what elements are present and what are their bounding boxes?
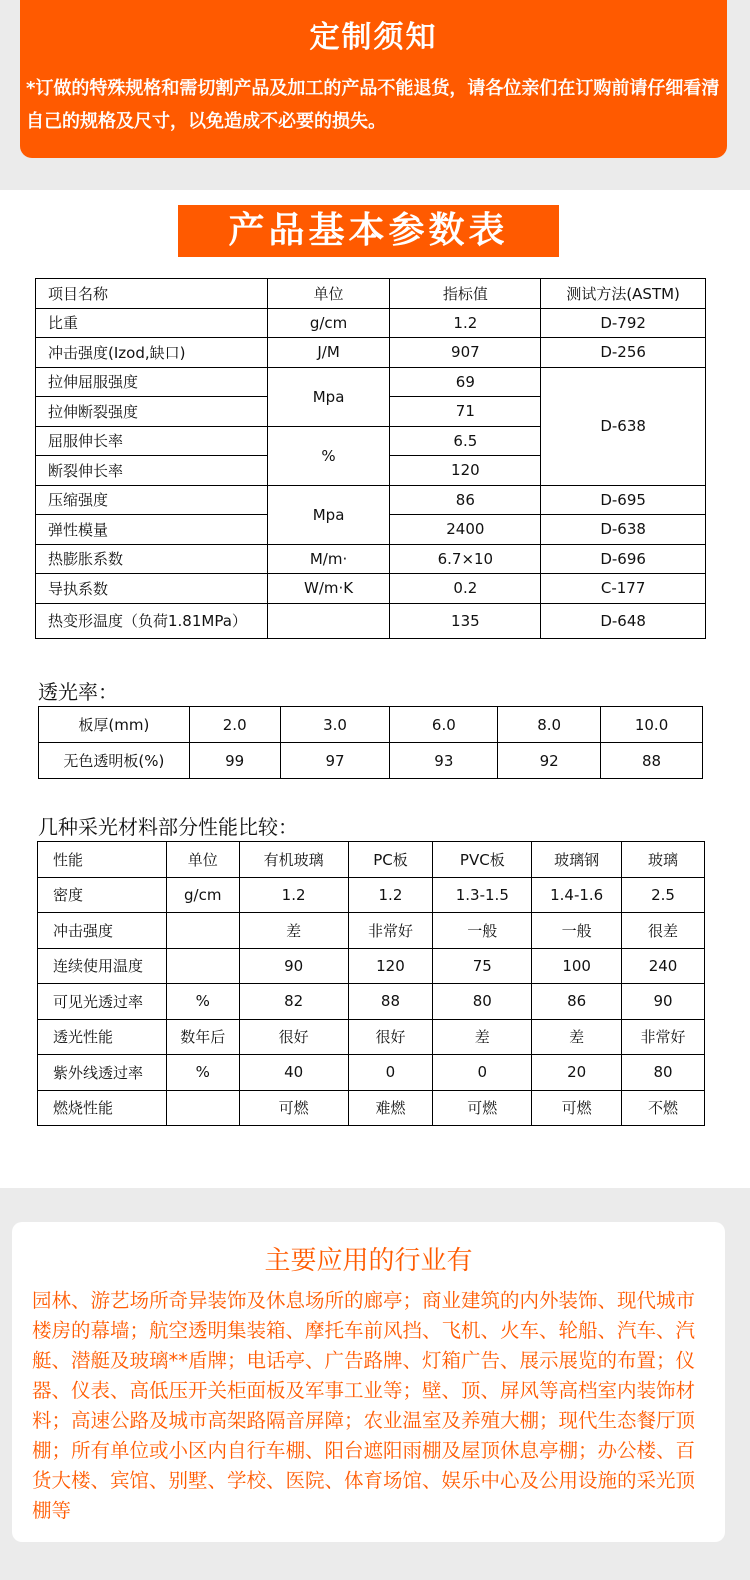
- param-name: 屈服伸长率: [36, 426, 268, 456]
- header-cell: 指标值: [390, 279, 541, 309]
- value-cell: 难燃: [348, 1090, 433, 1126]
- unit-cell: [166, 948, 239, 984]
- property-cell: 连续使用温度: [38, 948, 167, 984]
- table-row: [36, 308, 706, 338]
- value-cell: 97: [280, 743, 390, 779]
- header-cell: PC板: [348, 842, 433, 878]
- compare-table: [37, 841, 705, 1126]
- unit-cell: [166, 1090, 239, 1126]
- value-cell: 很差: [622, 913, 705, 949]
- thickness-cell: 10.0: [601, 707, 703, 743]
- header-cell: 测试方法(ASTM): [541, 279, 706, 309]
- value-cell: 非常好: [348, 913, 433, 949]
- value-cell: 82: [239, 984, 348, 1020]
- param-value: 69: [390, 367, 541, 397]
- param-unit: Mpa: [267, 367, 390, 426]
- notice-title: 定制须知: [309, 20, 438, 55]
- param-value: 1.2: [390, 308, 541, 338]
- param-name: 导执系数: [36, 574, 268, 604]
- param-name: 热变形温度（负荷1.81MPa）: [36, 603, 268, 638]
- value-cell: 差: [433, 1019, 532, 1055]
- value-cell: 可燃: [433, 1090, 532, 1126]
- value-cell: 可燃: [239, 1090, 348, 1126]
- param-unit: %: [267, 426, 390, 485]
- applications-text: 园林、游艺场所奇异装饰及休息场所的廊亭；商业建筑的内外装饰、现代城市楼房的幕墙；航空透明集装箱、摩托车前风挡、飞机、火车、轮船、汽车、汽艇、潜艇及玻璃**盾牌；电话亭、广告路牌、灯箱广告、展示展览的布置；仪器、仪表、高低压开关柜面板及军事工业等；壁、顶、屏风等高档室内装饰材料；高速公路及城市高架路隔音屏障；农业温室及养殖大棚；现代生态餐厅顶棚；所有单位或小区内自行车棚、阳台遮阳雨棚及屋顶休息亭棚；办公楼、百货大楼、宾馆、别墅、学校、医院、体育场馆、娱乐中心及公用设施的采光顶棚等: [32, 1289, 696, 1522]
- table-row: [36, 338, 706, 368]
- value-cell: 93: [390, 743, 498, 779]
- param-value: 907: [390, 338, 541, 368]
- applications-card: [12, 1222, 725, 1542]
- unit-cell: g/cm: [166, 877, 239, 913]
- param-value: 6.7×10: [390, 544, 541, 574]
- row-label: 无色透明板(%): [39, 743, 190, 779]
- property-cell: 透光性能: [38, 1019, 167, 1055]
- header-cell: 单位: [166, 842, 239, 878]
- applications-title: 主要应用的行业有: [264, 1246, 473, 1276]
- value-cell: 80: [433, 984, 532, 1020]
- unit-cell: 数年后: [166, 1019, 239, 1055]
- param-method: D-792: [541, 308, 706, 338]
- param-method: D-256: [541, 338, 706, 368]
- notice-text: *订做的特殊规格和需切割产品及加工的产品不能退货，请各位亲们在订购前请仔细看清自己的规格及尺寸，以免造成不必要的损失。: [26, 78, 720, 132]
- value-cell: 80: [622, 1055, 705, 1091]
- value-cell: 非常好: [622, 1019, 705, 1055]
- header-cell: 性能: [38, 842, 167, 878]
- param-method: C-177: [541, 574, 706, 604]
- custom-notice-banner: [20, 0, 727, 158]
- value-cell: 1.3-1.5: [433, 877, 532, 913]
- table-row: [38, 913, 705, 949]
- value-cell: 92: [498, 743, 601, 779]
- param-unit: g/cm: [267, 308, 390, 338]
- value-cell: 40: [239, 1055, 348, 1091]
- param-method: D-696: [541, 544, 706, 574]
- thickness-cell: 3.0: [280, 707, 390, 743]
- value-cell: 0: [348, 1055, 433, 1091]
- param-name: 比重: [36, 308, 268, 338]
- value-cell: 1.2: [348, 877, 433, 913]
- header-cell: 玻璃: [622, 842, 705, 878]
- header-cell: 玻璃钢: [532, 842, 622, 878]
- value-cell: 100: [532, 948, 622, 984]
- param-value: 6.5: [390, 426, 541, 456]
- value-cell: 86: [532, 984, 622, 1020]
- table-row: [36, 367, 706, 397]
- unit-cell: %: [166, 1055, 239, 1091]
- value-cell: 差: [239, 913, 348, 949]
- value-cell: 一般: [532, 913, 622, 949]
- param-name: 冲击强度(Izod,缺口): [36, 338, 268, 368]
- value-cell: 20: [532, 1055, 622, 1091]
- param-value: 71: [390, 397, 541, 427]
- thickness-cell: 8.0: [498, 707, 601, 743]
- table-row: [38, 1090, 705, 1126]
- param-unit: Mpa: [267, 485, 390, 544]
- param-value: 120: [390, 456, 541, 486]
- param-unit: [267, 603, 390, 638]
- property-cell: 紫外线透过率: [38, 1055, 167, 1091]
- param-name: 断裂伸长率: [36, 456, 268, 486]
- table-row: [39, 743, 703, 779]
- value-cell: 120: [348, 948, 433, 984]
- param-name: 弹性模量: [36, 515, 268, 545]
- value-cell: 90: [622, 984, 705, 1020]
- header-cell: PVC板: [433, 842, 532, 878]
- value-cell: 1.4-1.6: [532, 877, 622, 913]
- table-row: [36, 603, 706, 638]
- table-header-row: [38, 842, 705, 878]
- value-cell: 0: [433, 1055, 532, 1091]
- value-cell: 很好: [348, 1019, 433, 1055]
- value-cell: 88: [601, 743, 703, 779]
- unit-cell: [166, 913, 239, 949]
- value-cell: 不燃: [622, 1090, 705, 1126]
- table-row: [38, 948, 705, 984]
- value-cell: 一般: [433, 913, 532, 949]
- transmittance-title: 透光率：: [38, 680, 118, 704]
- transmittance-table: [38, 706, 703, 779]
- table-row: [36, 485, 706, 515]
- value-cell: 90: [239, 948, 348, 984]
- value-cell: 很好: [239, 1019, 348, 1055]
- property-cell: 燃烧性能: [38, 1090, 167, 1126]
- compare-title: 几种采光材料部分性能比较：: [38, 815, 298, 839]
- header-cell: 单位: [267, 279, 390, 309]
- table-row: [38, 984, 705, 1020]
- param-unit: J/M: [267, 338, 390, 368]
- table-row: [38, 1055, 705, 1091]
- thickness-cell: 2.0: [189, 707, 280, 743]
- param-unit: M/m·: [267, 544, 390, 574]
- param-method: D-638: [541, 367, 706, 485]
- param-name: 压缩强度: [36, 485, 268, 515]
- property-cell: 可见光透过率: [38, 984, 167, 1020]
- table-row: [38, 877, 705, 913]
- param-method: D-695: [541, 485, 706, 515]
- param-value: 2400: [390, 515, 541, 545]
- param-method: D-648: [541, 603, 706, 638]
- value-cell: 88: [348, 984, 433, 1020]
- property-cell: 密度: [38, 877, 167, 913]
- param-name: 热膨胀系数: [36, 544, 268, 574]
- param-name: 拉伸断裂强度: [36, 397, 268, 427]
- value-cell: 240: [622, 948, 705, 984]
- unit-cell: %: [166, 984, 239, 1020]
- value-cell: 2.5: [622, 877, 705, 913]
- header-cell: 有机玻璃: [239, 842, 348, 878]
- thickness-cell: 6.0: [390, 707, 498, 743]
- property-cell: 冲击强度: [38, 913, 167, 949]
- param-name: 拉伸屈服强度: [36, 367, 268, 397]
- params-title: 产品基本参数表: [178, 205, 559, 257]
- param-value: 86: [390, 485, 541, 515]
- table-row: [38, 1019, 705, 1055]
- value-cell: 99: [189, 743, 280, 779]
- param-unit: W/m·K: [267, 574, 390, 604]
- param-value: 135: [390, 603, 541, 638]
- table-header-row: [36, 279, 706, 309]
- param-value: 0.2: [390, 574, 541, 604]
- param-method: D-638: [541, 515, 706, 545]
- table-row: [39, 707, 703, 743]
- table-row: [36, 544, 706, 574]
- params-table: [35, 278, 706, 639]
- value-cell: 75: [433, 948, 532, 984]
- value-cell: 差: [532, 1019, 622, 1055]
- row-label: 板厚(mm): [39, 707, 190, 743]
- value-cell: 1.2: [239, 877, 348, 913]
- header-cell: 项目名称: [36, 279, 268, 309]
- table-row: [36, 574, 706, 604]
- value-cell: 可燃: [532, 1090, 622, 1126]
